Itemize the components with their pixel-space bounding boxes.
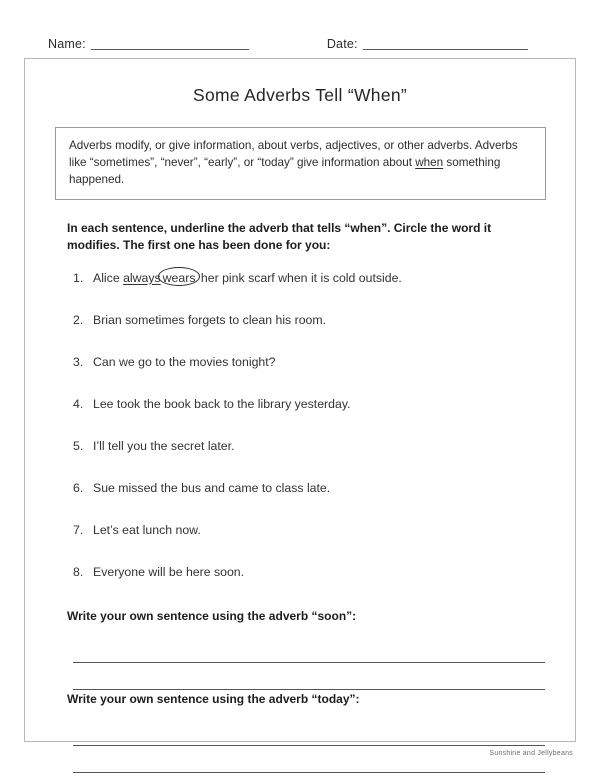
list-item[interactable] bbox=[73, 481, 575, 523]
worksheet-frame bbox=[24, 58, 576, 742]
directions-text: In each sentence, underline the adverb that tells “when”. Circle the word it modifies. The first one has been done for you: bbox=[67, 220, 492, 252]
date-input-line[interactable] bbox=[363, 49, 528, 50]
definition-underlined-word: when bbox=[415, 156, 444, 170]
sentence-text: I’ll tell you the secret later. bbox=[93, 438, 235, 453]
sentence-number: 6. bbox=[73, 480, 84, 495]
definition-line-2: Adverbs like “sometimes”, “never”, “early”, or “today” give information about bbox=[69, 139, 518, 170]
answer-line[interactable] bbox=[73, 719, 545, 746]
circled-word bbox=[161, 271, 198, 285]
writing-prompt-soon bbox=[25, 609, 575, 690]
sentence-number: 4. bbox=[73, 396, 84, 411]
definition-line-3-rest: something happened. bbox=[69, 156, 501, 187]
list-item[interactable] bbox=[73, 565, 575, 607]
footer-credit: Sunshine and Jellybeans bbox=[489, 750, 573, 757]
date-field-group bbox=[327, 37, 528, 52]
list-item[interactable] bbox=[73, 439, 575, 481]
student-info-row bbox=[48, 30, 552, 52]
sentence-number: 2. bbox=[73, 312, 84, 327]
list-item[interactable] bbox=[73, 313, 575, 355]
answer-line[interactable] bbox=[73, 746, 545, 773]
sentence-text: Sue missed the bus and came to class late. bbox=[93, 480, 331, 495]
sentence-number: 5. bbox=[73, 438, 84, 453]
sentence-text: Can we go to the movies tonight? bbox=[93, 354, 276, 369]
circled-word-label: wears bbox=[162, 270, 196, 285]
writing-prompt-today bbox=[25, 692, 575, 773]
definition-line-1: Adverbs modify, or give information, about verbs, adjectives, or other adverbs. bbox=[69, 139, 473, 152]
date-label: Date: bbox=[326, 37, 358, 51]
list-item[interactable] bbox=[73, 397, 575, 439]
list-item[interactable] bbox=[73, 271, 575, 313]
sentence-number: 3. bbox=[73, 354, 84, 369]
definition-text bbox=[69, 137, 533, 189]
prompt-label: Write your own sentence using the adverb “today”: bbox=[67, 691, 360, 706]
list-item[interactable] bbox=[73, 355, 575, 397]
sentence-text: Brian sometimes forgets to clean his room. bbox=[93, 312, 327, 327]
sentence-list bbox=[25, 271, 575, 607]
definition-callout-box bbox=[55, 127, 546, 200]
name-label: Name: bbox=[48, 37, 86, 51]
sentence-text-before: Alice bbox=[93, 270, 124, 285]
sentence-text: Everyone will be here soon. bbox=[93, 564, 245, 579]
answer-line[interactable] bbox=[73, 663, 545, 690]
prompt-label: Write your own sentence using the adverb “soon”: bbox=[67, 608, 357, 623]
sentence-text: Lee took the book back to the library yesterday. bbox=[93, 396, 351, 411]
answer-line[interactable] bbox=[73, 636, 545, 663]
sentence-text bbox=[93, 271, 402, 285]
sentence-number: 8. bbox=[73, 564, 84, 579]
sentence-text-after: her pink scarf when it is cold outside. bbox=[197, 270, 402, 285]
sentence-number: 1. bbox=[73, 270, 84, 285]
page-title: Some Adverbs Tell “When” bbox=[192, 85, 408, 105]
underlined-adverb: always bbox=[123, 270, 161, 285]
sentence-number: 7. bbox=[73, 522, 84, 537]
list-item[interactable] bbox=[73, 523, 575, 565]
sentence-text: Let’s eat lunch now. bbox=[93, 522, 201, 537]
name-field-group bbox=[48, 37, 249, 52]
name-input-line[interactable] bbox=[91, 49, 249, 50]
